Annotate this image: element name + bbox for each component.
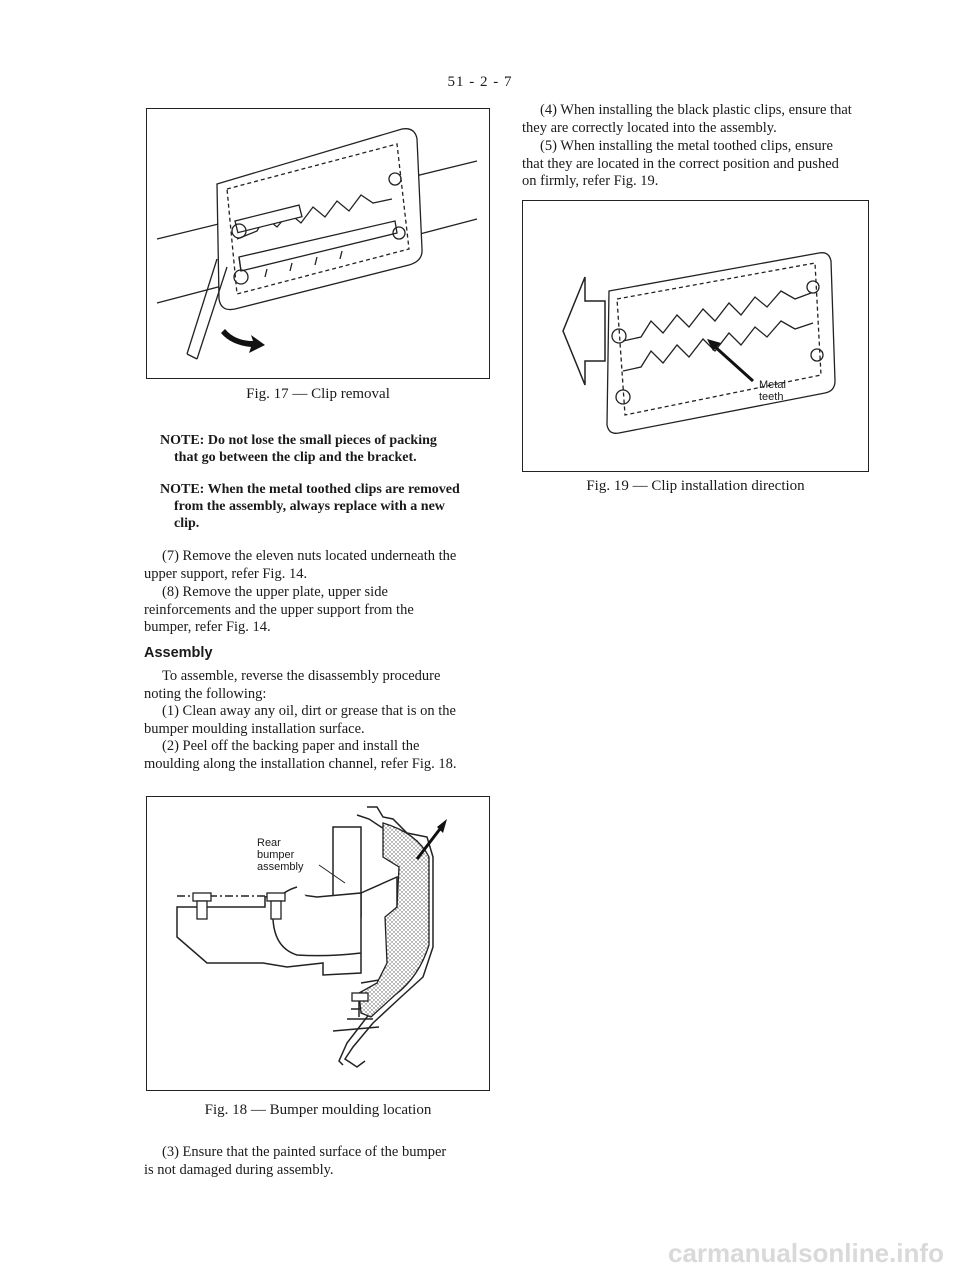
text-line: moulding along the installation channel, refer Fig. 18.: [144, 755, 457, 772]
step-7: [144, 548, 490, 583]
text-line: (5) When installing the metal toothed clips, ensure: [540, 138, 833, 154]
arrow-icon: [221, 329, 265, 353]
bumper-moulding-illustration: [147, 797, 488, 1089]
note-line: clip.: [174, 516, 200, 531]
text-line: reinforcements and the upper support from the: [144, 601, 414, 618]
text-line: bumper, refer Fig. 14.: [144, 619, 271, 635]
fig17-caption: Fig. 17 — Clip removal: [246, 386, 390, 402]
text-line: upper support, refer Fig. 14.: [144, 565, 308, 582]
step-5: [522, 138, 868, 191]
label-line: assembly: [257, 861, 304, 873]
note-replace-clip: [160, 481, 490, 532]
step-4: [522, 102, 868, 137]
label-line: Rear: [257, 837, 281, 849]
label-line: teeth: [759, 391, 784, 403]
text-line: To assemble, reverse the disassembly procedure: [162, 668, 441, 684]
rear-bumper-label: [257, 837, 303, 873]
text-line: they are correctly located into the assembly.: [522, 119, 777, 136]
step-3: [144, 1144, 490, 1179]
arrow-icon: [417, 825, 443, 859]
note-line: NOTE: When the metal toothed clips are removed: [160, 482, 460, 497]
note-packing: [160, 432, 490, 466]
figure-17: [146, 108, 490, 379]
figure-18: [146, 796, 490, 1091]
note-line: NOTE: Do not lose the small pieces of packing: [160, 433, 437, 448]
text-line: bumper moulding installation surface.: [144, 720, 365, 737]
watermark: carmanualsonline.info: [668, 1238, 944, 1268]
direction-arrow-icon: [563, 277, 605, 385]
fig19-caption: Fig. 19 — Clip installation direction: [586, 478, 805, 494]
text-line: noting the following:: [144, 685, 267, 702]
label-line: bumper: [257, 849, 295, 861]
page-number: 51 - 2 - 7: [447, 74, 513, 90]
assembly-heading: Assembly: [144, 645, 213, 661]
text-line: on firmly, refer Fig. 19.: [522, 173, 659, 189]
text-line: (3) Ensure that the painted surface of the bumper: [162, 1144, 447, 1160]
note-line: that go between the clip and the bracket.: [174, 450, 417, 465]
text-line: (8) Remove the upper plate, upper side: [162, 584, 388, 600]
assembly-text: [144, 668, 490, 773]
text-line: (4) When installing the black plastic clips, ensure that: [540, 102, 852, 118]
figure-19: [522, 200, 869, 472]
text-line: that they are located in the correct position and pushed: [522, 155, 839, 172]
metal-teeth-label: [759, 379, 786, 403]
clip-removal-illustration: [147, 109, 488, 377]
text-line: (2) Peel off the backing paper and install the: [162, 738, 420, 754]
text-line: (1) Clean away any oil, dirt or grease that is on the: [162, 703, 456, 719]
note-line: from the assembly, always replace with a new: [174, 499, 445, 514]
label-line: Metal: [759, 379, 786, 391]
text-line: (7) Remove the eleven nuts located underneath the: [162, 548, 457, 564]
text-line: is not damaged during assembly.: [144, 1161, 334, 1178]
clip-installation-illustration: [523, 201, 867, 470]
step-8: [144, 584, 490, 637]
fig18-caption: Fig. 18 — Bumper moulding location: [204, 1102, 432, 1118]
